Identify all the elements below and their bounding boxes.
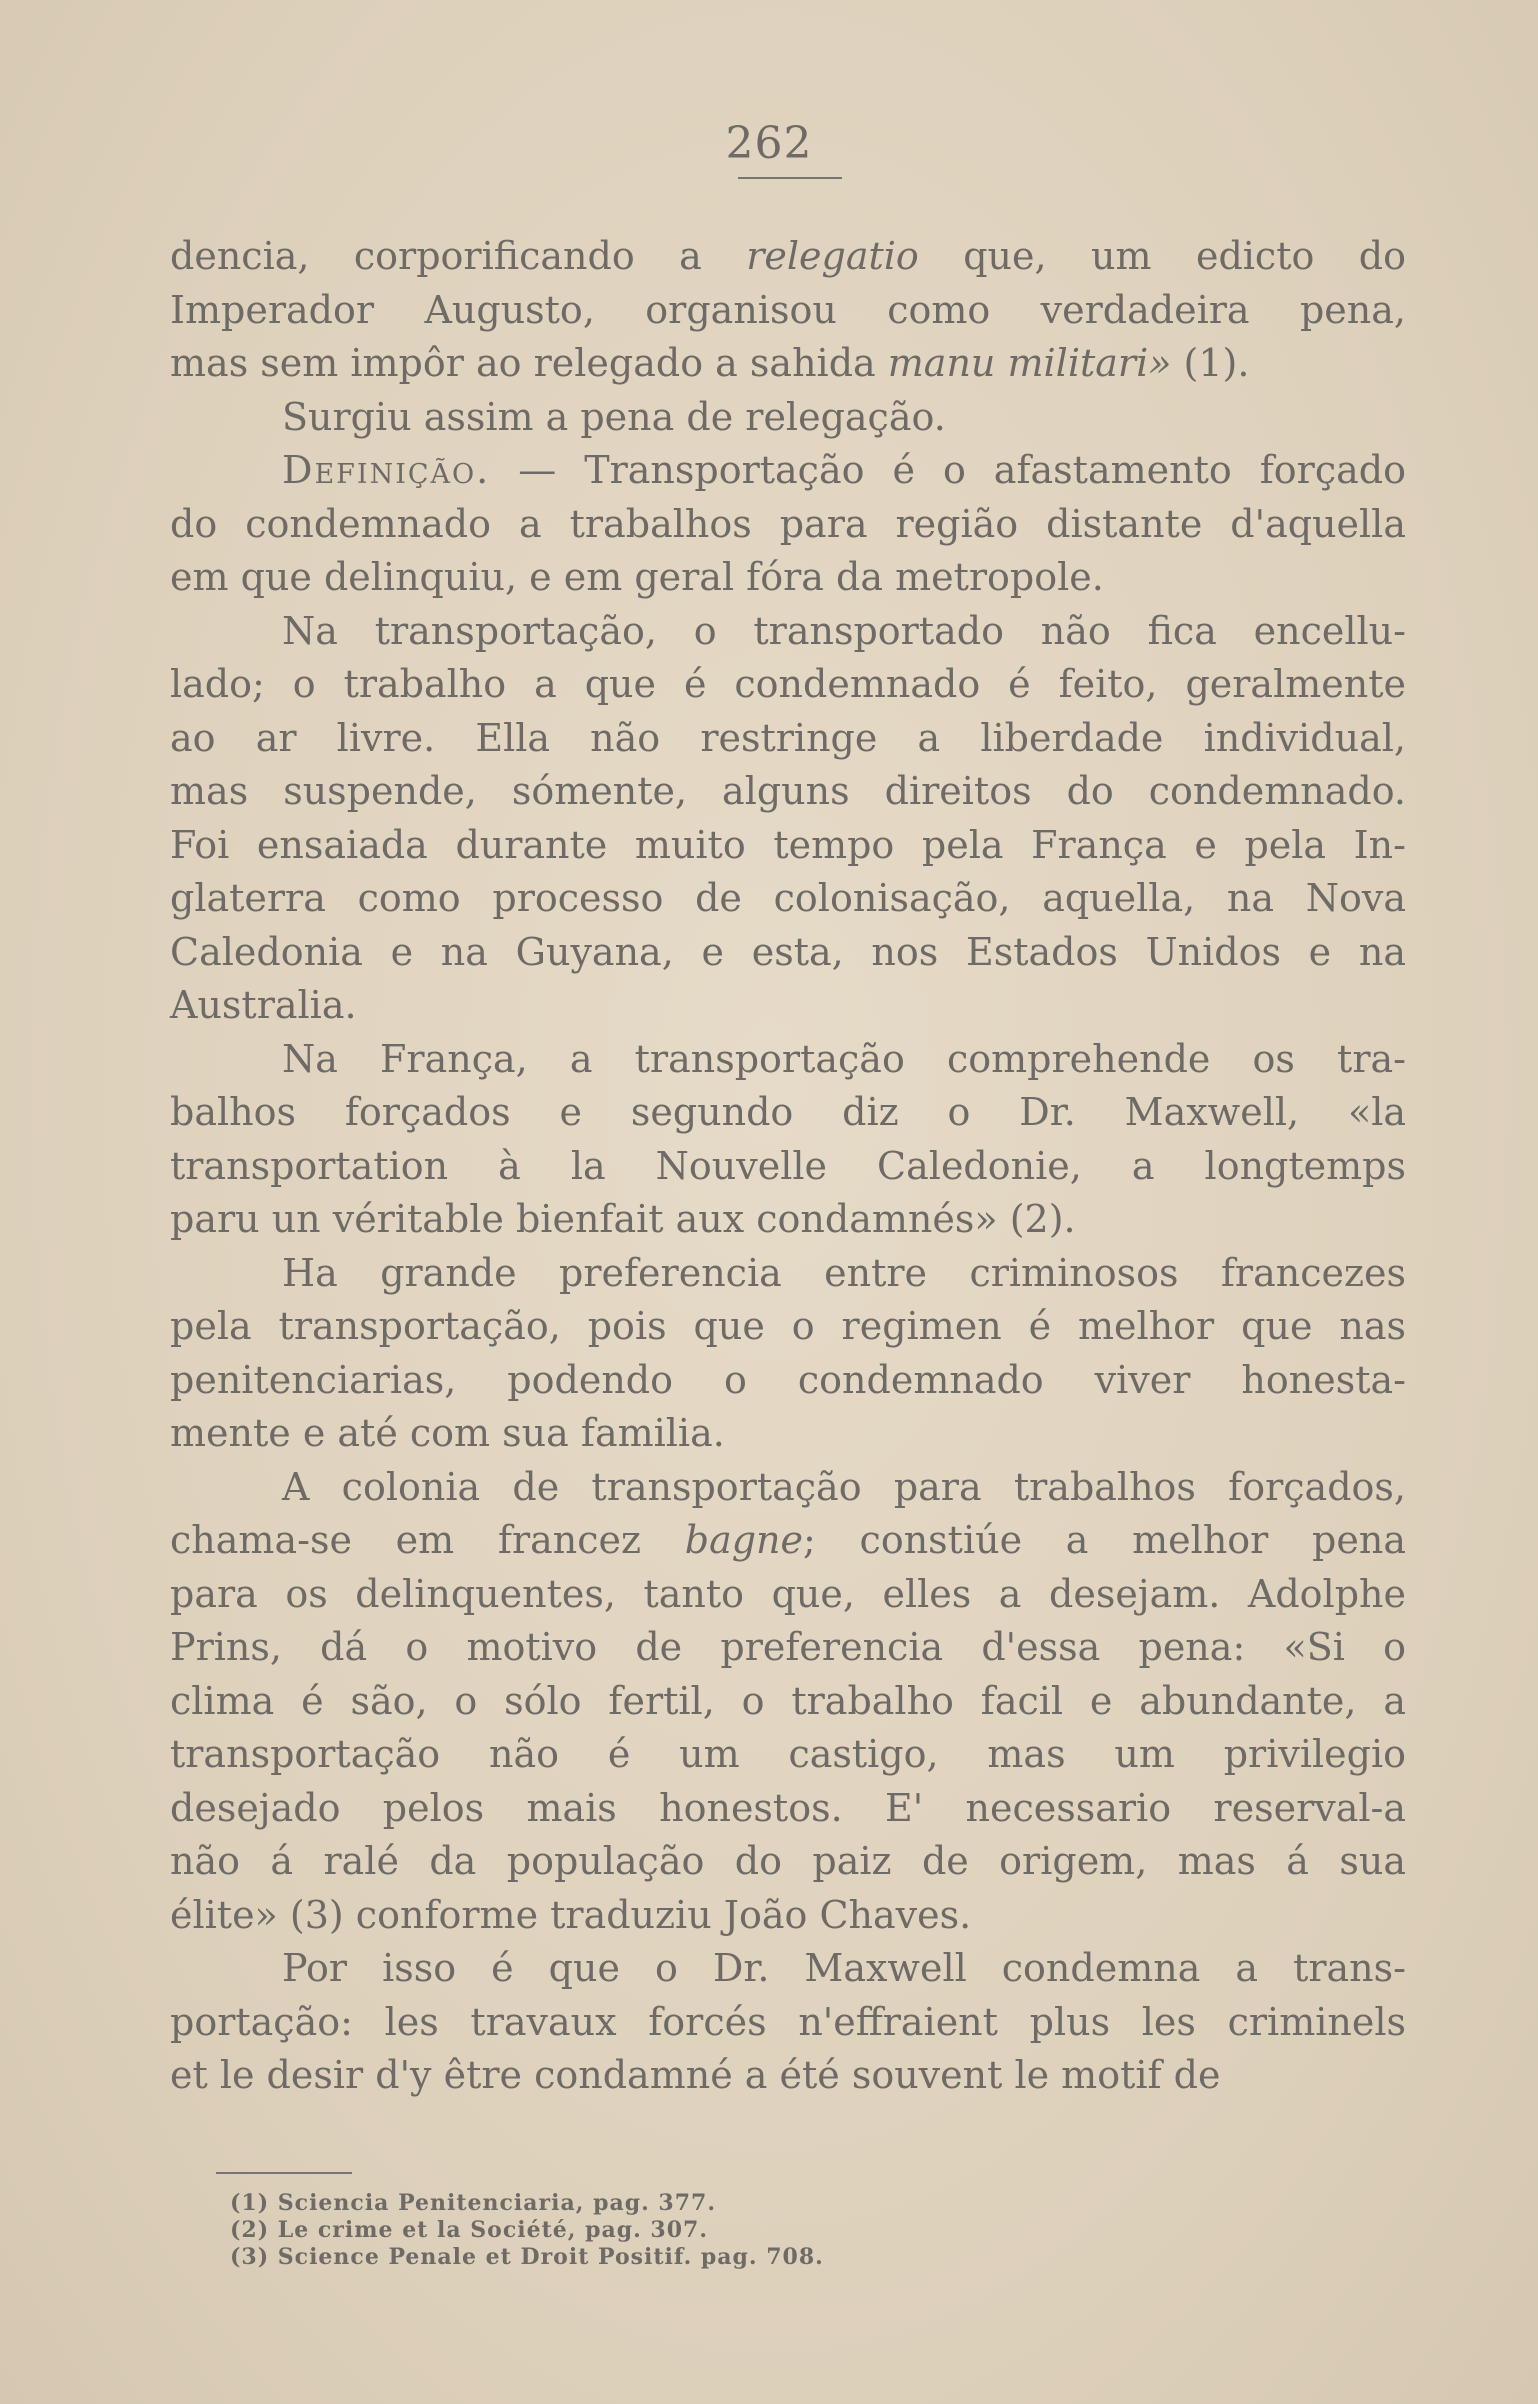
line-text: portação: les travaux forcés n'effraient plus les criminels xyxy=(170,1999,1406,2044)
page-number-rule xyxy=(738,177,842,179)
text-line xyxy=(170,1461,1406,1515)
text-line xyxy=(170,1300,1406,1354)
line-text: mente e até com sua familia. xyxy=(170,1411,725,1455)
line-text: chama-se em francez xyxy=(170,1518,685,1562)
line-text: transportation à la Nouvelle Caledonie, a longtemps xyxy=(170,1143,1406,1188)
text-line xyxy=(170,1140,1406,1194)
text-line xyxy=(170,284,1406,338)
line-text: para os delinquentes, tanto que, elles a desejam. Adolphe xyxy=(170,1571,1406,1616)
italic-term: bagne xyxy=(684,1518,804,1562)
line-text: mas suspende, sómente, alguns direitos do condemnado. xyxy=(170,769,1406,813)
text-line xyxy=(170,444,1406,498)
text-line xyxy=(170,765,1406,819)
text-line xyxy=(170,872,1406,926)
text-line xyxy=(170,1514,1406,1568)
line-text: glaterra como processo de colonisação, aquella, na Nova xyxy=(170,876,1406,920)
text-line xyxy=(170,391,1406,445)
text-line xyxy=(170,498,1406,552)
line-text: élite» (3) conforme traduziu João Chaves. xyxy=(170,1892,972,1937)
line-text: pela transportação, pois que o regimen é melhor que nas xyxy=(170,1304,1406,1348)
body-text xyxy=(170,230,1406,2103)
footnote: (3) Science Penale et Droit Positif. pag. 708. xyxy=(230,2244,824,2270)
line-text: Australia. xyxy=(170,983,357,1027)
line-text: A colonia de transportação para trabalhos forçados, xyxy=(282,1464,1406,1509)
text-line xyxy=(170,1942,1406,1996)
italic-term: manu militari» xyxy=(887,341,1172,385)
line-text: balhos forçados e segundo diz o Dr. Maxwell, «la xyxy=(170,1090,1406,1134)
line-text: mas sem impôr ao relegado a sahida xyxy=(170,341,888,385)
line-text: não á ralé da população do paiz de origem, mas á sua xyxy=(170,1839,1406,1883)
line-text: dencia, corporificando a xyxy=(170,234,747,278)
line-text: — Transportação é o afastamento forçado xyxy=(490,448,1406,492)
line-text: ; constiúe a melhor pena xyxy=(803,1518,1406,1562)
text-line xyxy=(170,1782,1406,1836)
text-line xyxy=(170,1996,1406,2050)
text-line xyxy=(170,1033,1406,1087)
text-line xyxy=(170,551,1406,605)
line-text: Na transportação, o transportado não fica encellu- xyxy=(282,608,1406,653)
line-text: paru un véritable bienfait aux condamnés» (2). xyxy=(170,1197,1076,1241)
footnote-rule xyxy=(216,2172,352,2174)
text-line xyxy=(170,658,1406,712)
text-line xyxy=(170,1675,1406,1729)
line-text: penitenciarias, podendo o condemnado viver honesta- xyxy=(170,1357,1406,1402)
text-line xyxy=(170,1193,1406,1247)
section-heading: Definição. xyxy=(282,448,491,492)
line-text: Surgiu assim a pena de relegação. xyxy=(282,394,946,439)
text-line xyxy=(170,337,1406,391)
text-line xyxy=(170,712,1406,766)
line-text: do condemnado a trabalhos para região distante d'aquella xyxy=(170,501,1406,546)
text-line xyxy=(170,1835,1406,1889)
line-text: que, um edicto do xyxy=(918,234,1406,278)
text-line xyxy=(170,979,1406,1033)
line-text: Na França, a transportação comprehende os tra- xyxy=(282,1036,1406,1081)
text-line xyxy=(170,2049,1406,2103)
line-text: et le desir d'y être condamné a été souvent le motif de xyxy=(170,2053,1221,2097)
line-text: Ha grande preferencia entre criminosos francezes xyxy=(282,1250,1406,1295)
text-line xyxy=(170,1407,1406,1461)
footnotes xyxy=(230,2190,1130,2271)
line-text: (1). xyxy=(1171,341,1250,385)
text-line xyxy=(170,926,1406,980)
line-text: Prins, dá o motivo de preferencia d'essa pena: «Si o xyxy=(170,1625,1406,1669)
italic-term: relegatio xyxy=(746,234,919,278)
text-line xyxy=(170,1568,1406,1622)
text-line xyxy=(170,1621,1406,1675)
line-text: Caledonia e na Guyana, e esta, nos Estados Unidos e na xyxy=(170,929,1406,974)
text-line xyxy=(170,1889,1406,1943)
line-text: Por isso é que o Dr. Maxwell condemna a trans- xyxy=(282,1946,1406,1990)
line-text: transportação não é um castigo, mas um privilegio xyxy=(170,1732,1406,1776)
text-line xyxy=(170,230,1406,284)
text-line xyxy=(170,1247,1406,1301)
footnote: (1) Sciencia Penitenciaria, pag. 377. xyxy=(230,2190,716,2216)
line-text: lado; o trabalho a que é condemnado é feito, geralmente xyxy=(170,662,1406,706)
line-text: em que delinquiu, e em geral fóra da metropole. xyxy=(170,555,1104,599)
text-line xyxy=(170,605,1406,659)
footnote: (2) Le crime et la Société, pag. 307. xyxy=(230,2217,708,2243)
text-line xyxy=(170,1086,1406,1140)
line-text: desejado pelos mais honestos. E' necessario reserval-a xyxy=(170,1785,1406,1830)
line-text: ao ar livre. Ella não restringe a liberdade individual, xyxy=(170,715,1406,760)
page-number: 262 xyxy=(725,118,813,169)
line-text: Imperador Augusto, organisou como verdadeira pena, xyxy=(170,287,1406,332)
text-line xyxy=(170,819,1406,873)
text-line xyxy=(170,1728,1406,1782)
text-line xyxy=(170,1354,1406,1408)
line-text: Foi ensaiada durante muito tempo pela França e pela In- xyxy=(170,822,1406,867)
line-text: clima é são, o sólo fertil, o trabalho facil e abundante, a xyxy=(170,1678,1406,1723)
